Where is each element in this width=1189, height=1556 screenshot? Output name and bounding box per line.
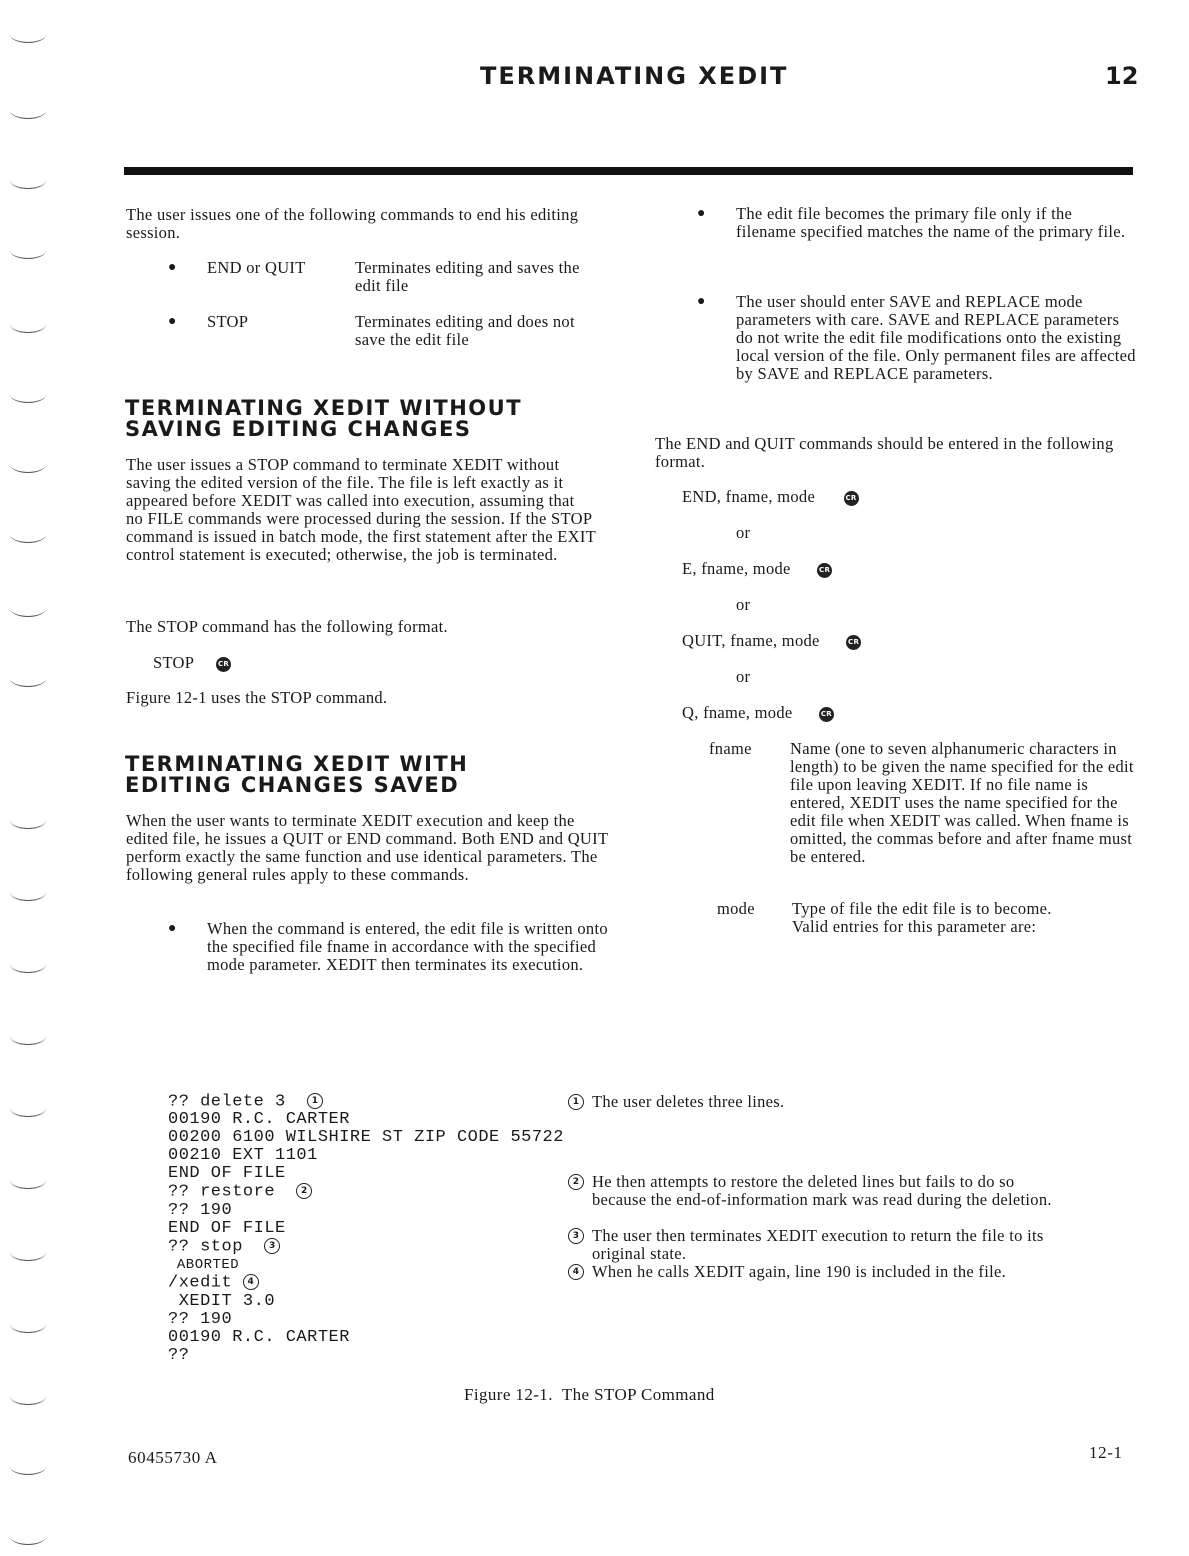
callout-1-icon: 1	[568, 1094, 584, 1110]
note-item	[568, 1227, 1068, 1263]
carriage-return-icon: CR	[819, 707, 834, 722]
code-line: ?? 190	[168, 1309, 233, 1329]
callout-3-icon: 3	[568, 1228, 584, 1244]
code-line: ABORTED	[168, 1257, 240, 1274]
format-text: Q, fname, mode	[682, 703, 793, 722]
note-text: When he calls XEDIT again, line 190 is included in the file.	[592, 1262, 1007, 1281]
code-line: END OF FILE	[168, 1218, 286, 1238]
page-title: TERMINATING XEDIT	[480, 62, 789, 90]
carriage-return-icon: CR	[817, 563, 832, 578]
callout-3-icon: 3	[264, 1238, 280, 1254]
code-line: ??	[168, 1345, 190, 1365]
section-heading: TERMINATING XEDIT WITH EDITING CHANGES SAVED	[125, 752, 469, 797]
carriage-return-icon: CR	[844, 491, 859, 506]
command-item	[126, 259, 606, 313]
command-desc: Terminates editing and saves the edit file	[355, 258, 580, 295]
code-line: END OF FILE	[168, 1164, 286, 1184]
format-intro: The END and QUIT commands should be entered in the following format.	[655, 434, 1114, 471]
figure-caption: Figure 12-1. The STOP Command	[464, 1385, 715, 1404]
format-line	[682, 560, 982, 596]
code-line: ?? delete 3 1	[168, 1093, 588, 1111]
note-text: The user then terminates XEDIT execution to return the file to its original state.	[592, 1226, 1044, 1263]
note-item	[568, 1173, 1068, 1227]
format-text: E, fname, mode	[682, 559, 791, 578]
page-number: 12-1	[1089, 1443, 1123, 1462]
format-line	[682, 488, 982, 524]
rule-bullet	[655, 205, 1135, 241]
section2-paragraph: When the user wants to terminate XEDIT execution and keep the edited file, he issues a QUIT or END command. Both END and QUIT perform exactly the same function and use identical parameters. The following general rules apply to these commands.	[126, 811, 609, 884]
parameter-desc: Type of file the edit file is to become. Valid entries for this parameter are:	[792, 899, 1052, 936]
document-number: 60455730 A	[128, 1448, 218, 1467]
carriage-return-icon: CR	[846, 635, 861, 650]
note-item	[568, 1093, 1068, 1173]
chapter-number: 12	[1105, 62, 1139, 90]
bullet-text: When the command is entered, the edit file is written onto the specified file fname in accordance with the specified mode parameter. XEDIT then terminates its execution.	[207, 919, 608, 974]
code-line: 00200 6100 WILSHIRE ST ZIP CODE 55722	[168, 1128, 564, 1148]
code-line: ?? restore 2	[168, 1183, 588, 1201]
stop-format	[153, 654, 231, 672]
section1-format-intro: The STOP command has the following format.	[126, 617, 448, 636]
format-text: END, fname, mode	[682, 487, 816, 506]
command-item	[126, 313, 606, 353]
header-rule	[124, 167, 1133, 175]
command-name: END or QUIT	[207, 258, 306, 277]
format-text: QUIT, fname, mode	[682, 631, 820, 650]
format-line	[682, 632, 982, 668]
format-list	[682, 488, 982, 740]
parameter-item	[655, 740, 1140, 900]
code-line: ?? stop 3	[168, 1238, 588, 1256]
bullet-text: The edit file becomes the primary file only if the filename specified matches the name of the primary file.	[736, 204, 1126, 241]
callout-2-icon: 2	[568, 1174, 584, 1190]
note-text: He then attempts to restore the deleted lines but fails to do so because the end-of-information mark was read during the deletion.	[592, 1172, 1052, 1209]
callout-4-icon: 4	[243, 1274, 259, 1290]
parameter-name: mode	[717, 899, 755, 918]
callout-4-icon: 4	[568, 1264, 584, 1280]
code-line: ?? 190	[168, 1200, 233, 1220]
carriage-return-icon: CR	[216, 657, 231, 672]
parameter-name: fname	[709, 739, 752, 758]
format-text: STOP	[153, 653, 194, 672]
code-line: 00190 R.C. CARTER	[168, 1327, 350, 1347]
code-line: 00210 EXT 1101	[168, 1146, 318, 1166]
bullet-icon: ●	[697, 206, 706, 221]
rule-bullet	[126, 920, 616, 974]
bullet-icon: ●	[168, 921, 177, 936]
terminal-listing	[168, 1093, 588, 1365]
parameter-list	[655, 740, 1140, 960]
format-line	[682, 704, 982, 740]
note-item	[568, 1263, 1068, 1299]
section1-paragraph: The user issues a STOP command to terminate XEDIT without saving the edited version of the file. The file is left exactly as it appeared before XEDIT was called into execution, assuming that no FILE commands were processed during the session. If the STOP command is issued in batch mode, the first statement after the EXIT control statement is executed; otherwise, the job is terminated.	[126, 455, 596, 564]
figure-reference: Figure 12-1 uses the STOP command.	[126, 688, 388, 707]
command-desc: Terminates editing and does not save the edit file	[355, 312, 575, 349]
or-label: or	[736, 595, 751, 614]
or-label: or	[736, 523, 751, 542]
bullet-icon: ●	[697, 294, 706, 309]
bullet-icon: ●	[168, 260, 177, 275]
intro-paragraph: The user issues one of the following commands to end his editing session.	[126, 205, 579, 242]
section-heading: TERMINATING XEDIT WITHOUT SAVING EDITING CHANGES	[125, 396, 523, 441]
command-name: STOP	[207, 312, 249, 331]
parameter-item	[655, 900, 1140, 960]
code-line: /xedit 4	[168, 1274, 588, 1292]
bullet-text: The user should enter SAVE and REPLACE mode parameters with care. SAVE and REPLACE parameters do not write the edit file modifications onto the existing local version of the file. Only permanent files are affected by SAVE and REPLACE parameters.	[736, 292, 1136, 383]
code-line: 00190 R.C. CARTER	[168, 1110, 350, 1130]
code-line: XEDIT 3.0	[168, 1291, 276, 1311]
bullet-icon: ●	[168, 314, 177, 329]
callout-1-icon: 1	[307, 1093, 323, 1109]
parameter-desc: Name (one to seven alphanumeric characters in length) to be given the name specified for the edit file upon leaving XEDIT. If no file name is entered, XEDIT uses the name specified for the edit file when XEDIT was called. When fname is omitted, the commas before and after fname must be entered.	[790, 739, 1134, 866]
callout-2-icon: 2	[296, 1183, 312, 1199]
rule-bullet	[655, 293, 1135, 383]
note-text: The user deletes three lines.	[592, 1092, 785, 1111]
figure-notes	[568, 1093, 1068, 1299]
or-label: or	[736, 667, 751, 686]
command-list	[126, 259, 606, 353]
